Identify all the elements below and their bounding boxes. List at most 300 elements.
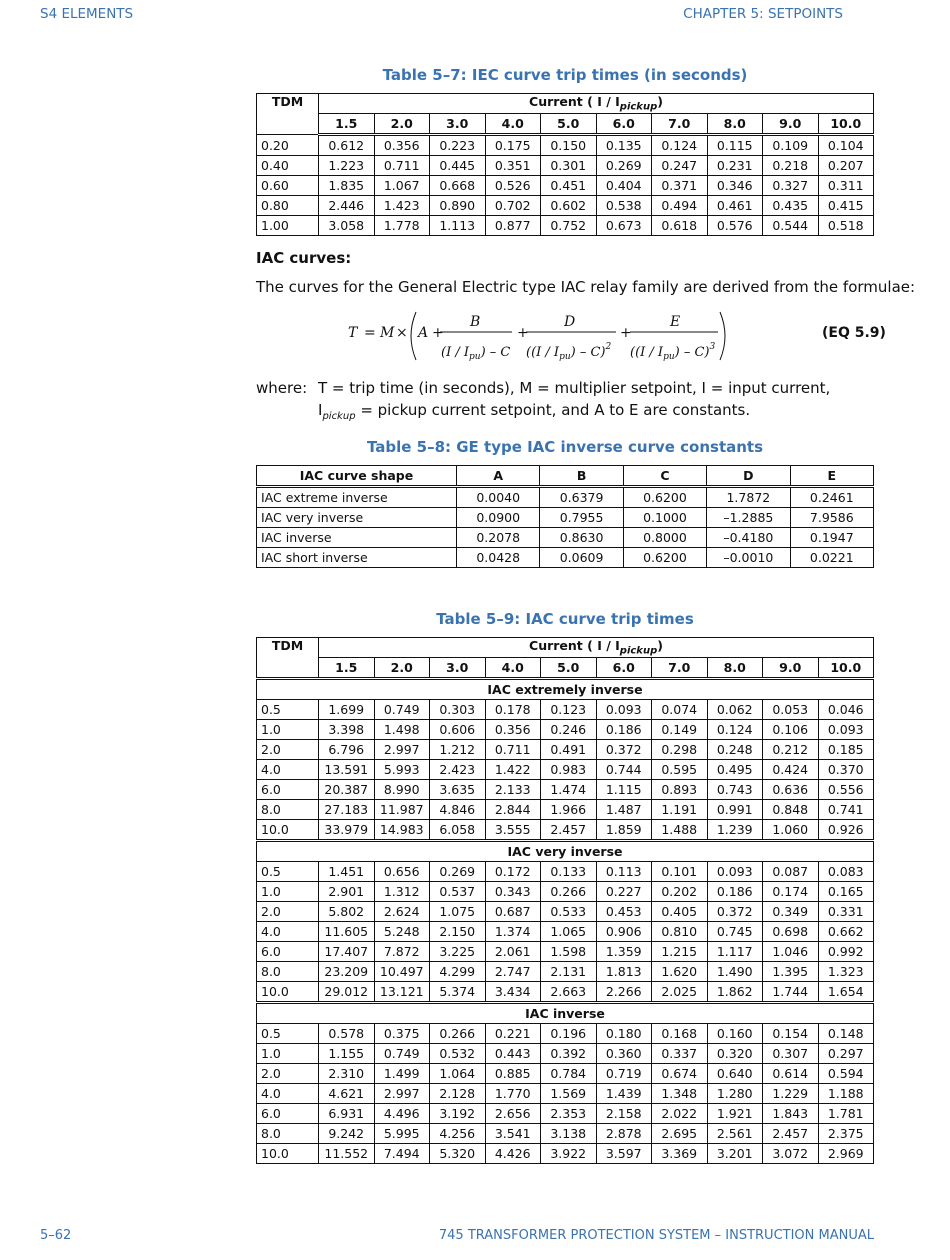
table-cell: 0.269	[430, 862, 486, 882]
table-cell: 3.138	[541, 1124, 597, 1144]
table-cell: 0.343	[485, 882, 541, 902]
table-cell: 6.796	[319, 740, 375, 760]
current-column-header: 6.0	[596, 114, 652, 135]
table-row	[257, 820, 874, 841]
table-row	[257, 548, 874, 568]
table-cell: 0.196	[541, 1024, 597, 1044]
table-cell: 2.446	[319, 196, 375, 216]
table-cell: 3.541	[485, 1124, 541, 1144]
table-cell: 0.687	[485, 902, 541, 922]
table-cell: 1.422	[485, 760, 541, 780]
table-cell: 11.552	[319, 1144, 375, 1164]
table-cell: 0.40	[257, 156, 319, 176]
table-cell: 0.087	[763, 862, 819, 882]
table-cell: 2.878	[596, 1124, 652, 1144]
table-5-8-caption: Table 5–8: GE type IAC inverse curve constants	[366, 438, 764, 456]
table-cell: 3.369	[652, 1144, 708, 1164]
table-cell: 2.375	[818, 1124, 874, 1144]
table-cell: 0.877	[485, 216, 541, 236]
table-cell: 8.990	[374, 780, 430, 800]
column-header: A	[457, 466, 540, 487]
table-cell: 0.0428	[457, 548, 540, 568]
tdm-header: TDM	[257, 638, 319, 679]
table-cell: 2.353	[541, 1104, 597, 1124]
table-cell: 1.115	[596, 780, 652, 800]
column-header: E	[790, 466, 873, 487]
table-cell: 0.533	[541, 902, 597, 922]
table-row	[257, 1144, 874, 1164]
table-cell: 11.987	[374, 800, 430, 820]
table-cell: 0.614	[763, 1064, 819, 1084]
group-row	[257, 1003, 874, 1024]
table-cell: 10.497	[374, 962, 430, 982]
table-cell: 14.983	[374, 820, 430, 841]
table-cell: 0.612	[319, 135, 375, 156]
table-cell: 0.227	[596, 882, 652, 902]
table-cell: 0.538	[596, 196, 652, 216]
table-cell: 0.337	[652, 1044, 708, 1064]
table-cell: 0.656	[374, 862, 430, 882]
table-cell: 0.698	[763, 922, 819, 942]
curve-group-label: IAC very inverse	[257, 841, 874, 862]
table-cell: 4.299	[430, 962, 486, 982]
table-cell: 3.192	[430, 1104, 486, 1124]
table-cell: 0.331	[818, 902, 874, 922]
svg-text:B: B	[470, 314, 481, 330]
table-row	[257, 176, 874, 196]
table-cell: 8.0	[257, 800, 319, 820]
table-cell: 0.60	[257, 176, 319, 196]
table-cell: 2.561	[707, 1124, 763, 1144]
table-cell: 0.160	[707, 1024, 763, 1044]
table-cell: 0.165	[818, 882, 874, 902]
table-cell: 0.461	[707, 196, 763, 216]
table-cell: 3.597	[596, 1144, 652, 1164]
table-5-9-caption: Table 5–9: IAC curve trip times	[436, 610, 694, 628]
table-row	[257, 700, 874, 720]
table-cell: 0.109	[763, 135, 819, 156]
table-cell: 4.846	[430, 800, 486, 820]
table-cell: 0.303	[430, 700, 486, 720]
table-cell: 1.395	[763, 962, 819, 982]
table-cell: 0.743	[707, 780, 763, 800]
table-cell: 0.327	[763, 176, 819, 196]
table-cell: 1.451	[319, 862, 375, 882]
table-cell: 1.065	[541, 922, 597, 942]
table-cell: 0.556	[818, 780, 874, 800]
table-cell: 0.992	[818, 942, 874, 962]
table-cell: 0.749	[374, 1044, 430, 1064]
table-row	[257, 982, 874, 1003]
table-cell: 3.398	[319, 720, 375, 740]
table-cell: 1.490	[707, 962, 763, 982]
table-cell: 0.443	[485, 1044, 541, 1064]
table-cell: 1.117	[707, 942, 763, 962]
table-cell: 0.491	[541, 740, 597, 760]
table-row	[257, 760, 874, 780]
table-cell: 13.121	[374, 982, 430, 1003]
table-cell: 0.494	[652, 196, 708, 216]
table-cell: 10.0	[257, 982, 319, 1003]
table-cell: 0.133	[541, 862, 597, 882]
table-cell: 5.374	[430, 982, 486, 1003]
table-cell: 13.591	[319, 760, 375, 780]
table-row	[257, 720, 874, 740]
svg-text:A: A	[418, 325, 429, 341]
table-cell: 0.053	[763, 700, 819, 720]
table-cell: 0.123	[541, 700, 597, 720]
table-row	[257, 1064, 874, 1084]
table-cell: 0.149	[652, 720, 708, 740]
table-cell: 2.025	[652, 982, 708, 1003]
table-cell: 10.0	[257, 1144, 319, 1164]
table-cell: 0.80	[257, 196, 319, 216]
table-cell: 0.307	[763, 1044, 819, 1064]
table-cell: 2.695	[652, 1124, 708, 1144]
table-cell: 5.320	[430, 1144, 486, 1164]
table-cell: 0.372	[596, 740, 652, 760]
table-cell: 1.155	[319, 1044, 375, 1064]
table-cell: 2.901	[319, 882, 375, 902]
current-column-header: 8.0	[707, 658, 763, 679]
table-cell: 0.5	[257, 700, 319, 720]
table-cell: 1.046	[763, 942, 819, 962]
current-column-header: 4.0	[485, 114, 541, 135]
table-cell: 1.439	[596, 1084, 652, 1104]
table-cell: 0.1947	[790, 528, 873, 548]
table-cell: 0.221	[485, 1024, 541, 1044]
table-cell: 1.0	[257, 720, 319, 740]
table-cell: 0.248	[707, 740, 763, 760]
table-cell: 0.246	[541, 720, 597, 740]
table-cell: 0.320	[707, 1044, 763, 1064]
table-cell: 2.997	[374, 740, 430, 760]
svg-text:((I / Ipu) – C)2: $((I / I_{pu}) - C)^2$	[526, 342, 612, 362]
table-cell: 2.0	[257, 902, 319, 922]
table-cell: 0.223	[430, 135, 486, 156]
current-column-header: 7.0	[652, 114, 708, 135]
table-cell: 4.496	[374, 1104, 430, 1124]
table-cell: 1.843	[763, 1104, 819, 1124]
table-cell: 0.926	[818, 820, 874, 841]
table-cell: 0.673	[596, 216, 652, 236]
table-cell: 0.7955	[540, 508, 623, 528]
table-cell: 0.266	[430, 1024, 486, 1044]
table-row	[257, 508, 874, 528]
table-cell: 8.0	[257, 962, 319, 982]
table-cell: 1.921	[707, 1104, 763, 1124]
group-row	[257, 841, 874, 862]
table-cell: 10.0	[257, 820, 319, 841]
table-row	[257, 487, 874, 508]
table-cell: 0.415	[818, 196, 874, 216]
table-cell: 1.348	[652, 1084, 708, 1104]
table-cell: 7.9586	[790, 508, 873, 528]
table-cell: 1.488	[652, 820, 708, 841]
table-cell: 1.498	[374, 720, 430, 740]
current-header: Current ( I / $I_{pickup}$)	[319, 94, 874, 114]
table-cell: 2.457	[763, 1124, 819, 1144]
tdm-header: TDM	[257, 94, 319, 135]
svg-text:+: +	[517, 325, 529, 341]
table-cell: 1.239	[707, 820, 763, 841]
table-cell: 9.242	[319, 1124, 375, 1144]
table-row	[257, 740, 874, 760]
table-cell: 0.266	[541, 882, 597, 902]
table-cell: 0.093	[707, 862, 763, 882]
equation-label: (EQ 5.9)	[822, 325, 886, 341]
table-row	[257, 135, 874, 156]
table-cell: 1.067	[374, 176, 430, 196]
current-column-header: 4.0	[485, 658, 541, 679]
table-cell: 2.423	[430, 760, 486, 780]
page-number: 5–62	[40, 1228, 72, 1243]
table-cell: IAC short inverse	[257, 548, 457, 568]
table-cell: 2.997	[374, 1084, 430, 1104]
table-row	[257, 902, 874, 922]
table-cell: 6.931	[319, 1104, 375, 1124]
svg-text:+: +	[432, 325, 444, 341]
table-cell: –0.0010	[707, 548, 790, 568]
table-cell: 0.0609	[540, 548, 623, 568]
table-cell: 0.6379	[540, 487, 623, 508]
table-cell: 0.983	[541, 760, 597, 780]
table-cell: 0.885	[485, 1064, 541, 1084]
table-cell: 17.407	[319, 942, 375, 962]
table-cell: 0.0040	[457, 487, 540, 508]
table-cell: 0.784	[541, 1064, 597, 1084]
table-cell: 5.802	[319, 902, 375, 922]
table-cell: 0.636	[763, 780, 819, 800]
table-cell: 1.323	[818, 962, 874, 982]
table-cell: 0.046	[818, 700, 874, 720]
table-cell: 0.175	[485, 135, 541, 156]
table-cell: 2.150	[430, 922, 486, 942]
table-cell: 23.209	[319, 962, 375, 982]
table-cell: 0.207	[818, 156, 874, 176]
table-cell: IAC inverse	[257, 528, 457, 548]
table-cell: 1.781	[818, 1104, 874, 1124]
table-cell: 1.620	[652, 962, 708, 982]
current-column-header: 6.0	[596, 658, 652, 679]
table-cell: 0.124	[652, 135, 708, 156]
table-cell: 1.859	[596, 820, 652, 841]
table-cell: 0.404	[596, 176, 652, 196]
current-column-header: 9.0	[763, 658, 819, 679]
table-cell: 0.0900	[457, 508, 540, 528]
table-cell: 1.191	[652, 800, 708, 820]
table-cell: 0.083	[818, 862, 874, 882]
iec-trip-times-table	[256, 93, 874, 236]
page-header-chapter: CHAPTER 5: SETPOINTS	[683, 6, 843, 22]
table-cell: 0.185	[818, 740, 874, 760]
table-cell: 2.457	[541, 820, 597, 841]
table-cell: IAC very inverse	[257, 508, 457, 528]
table-cell: 0.602	[541, 196, 597, 216]
table-cell: 0.297	[818, 1044, 874, 1064]
table-cell: 7.494	[374, 1144, 430, 1164]
iac-constants-table	[256, 465, 874, 568]
table-cell: 11.605	[319, 922, 375, 942]
table-cell: 2.266	[596, 982, 652, 1003]
table-cell: 0.371	[652, 176, 708, 196]
table-cell: 0.5	[257, 862, 319, 882]
table-cell: 0.810	[652, 922, 708, 942]
svg-text:(I / Ipu) – C: $(I / I_{pu})$ – C	[441, 345, 511, 362]
current-header: Current ( I / $I_{pickup}$)	[319, 638, 874, 658]
table-cell: 0.618	[652, 216, 708, 236]
current-column-header: 2.0	[374, 658, 430, 679]
table-cell: 0.2461	[790, 487, 873, 508]
table-cell: 2.624	[374, 902, 430, 922]
table-cell: 1.212	[430, 740, 486, 760]
table-cell: –1.2885	[707, 508, 790, 528]
table-cell: 0.752	[541, 216, 597, 236]
table-cell: 0.392	[541, 1044, 597, 1064]
table-row	[257, 942, 874, 962]
table-cell: 0.991	[707, 800, 763, 820]
current-column-header: 9.0	[763, 114, 819, 135]
table-cell: 1.862	[707, 982, 763, 1003]
table-cell: 6.0	[257, 942, 319, 962]
table-cell: 4.256	[430, 1124, 486, 1144]
table-cell: 0.662	[818, 922, 874, 942]
table-row	[257, 882, 874, 902]
svg-text:=: =	[364, 325, 376, 341]
table-cell: 0.093	[596, 700, 652, 720]
current-column-header: 5.0	[541, 658, 597, 679]
table-cell: 1.223	[319, 156, 375, 176]
table-cell: 1.744	[763, 982, 819, 1003]
table-row	[257, 862, 874, 882]
table-cell: 0.544	[763, 216, 819, 236]
table-cell: 0.20	[257, 135, 319, 156]
current-column-header: 10.0	[818, 114, 874, 135]
table-cell: IAC extreme inverse	[257, 487, 457, 508]
svg-text:D: D	[564, 314, 576, 330]
table-cell: 0.445	[430, 156, 486, 176]
table-cell: 4.426	[485, 1144, 541, 1164]
table-cell: 1.598	[541, 942, 597, 962]
table-cell: 0.0221	[790, 548, 873, 568]
table-cell: 1.835	[319, 176, 375, 196]
table-cell: 1.569	[541, 1084, 597, 1104]
svg-text:E: E	[670, 314, 681, 330]
table-cell: 0.532	[430, 1044, 486, 1064]
table-cell: 3.555	[485, 820, 541, 841]
iac-curves-title: IAC curves:	[256, 249, 352, 267]
table-cell: 3.058	[319, 216, 375, 236]
table-cell: 0.435	[763, 196, 819, 216]
table-cell: 3.225	[430, 942, 486, 962]
table-cell: 4.0	[257, 1084, 319, 1104]
table-cell: 1.188	[818, 1084, 874, 1104]
table-cell: 0.356	[374, 135, 430, 156]
current-column-header: 1.5	[319, 114, 375, 135]
svg-text:+: +	[620, 325, 632, 341]
table-cell: 0.218	[763, 156, 819, 176]
table-cell: 0.537	[430, 882, 486, 902]
table-cell: 0.346	[707, 176, 763, 196]
table-cell: 5.248	[374, 922, 430, 942]
iac-formula	[340, 304, 740, 368]
table-cell: 0.848	[763, 800, 819, 820]
table-cell: –0.4180	[707, 528, 790, 548]
table-cell: 0.349	[763, 902, 819, 922]
table-cell: 0.202	[652, 882, 708, 902]
table-row	[257, 1024, 874, 1044]
table-cell: 0.186	[707, 882, 763, 902]
table-cell: 4.0	[257, 922, 319, 942]
table-cell: 0.890	[430, 196, 486, 216]
table-cell: 0.104	[818, 135, 874, 156]
svg-text:M: M	[380, 325, 395, 341]
table-row	[257, 800, 874, 820]
table-cell: 27.183	[319, 800, 375, 820]
table-cell: 2.663	[541, 982, 597, 1003]
table-cell: 0.174	[763, 882, 819, 902]
table-cell: 0.356	[485, 720, 541, 740]
current-column-header: 3.0	[430, 114, 486, 135]
table-cell: 0.594	[818, 1064, 874, 1084]
table-cell: 0.719	[596, 1064, 652, 1084]
table-cell: 2.022	[652, 1104, 708, 1124]
table-cell: 2.969	[818, 1144, 874, 1164]
table-cell: 0.231	[707, 156, 763, 176]
table-cell: 0.074	[652, 700, 708, 720]
table-row	[257, 922, 874, 942]
table-cell: 2.656	[485, 1104, 541, 1124]
table-cell: 0.8000	[623, 528, 706, 548]
table-cell: 1.474	[541, 780, 597, 800]
table-cell: 0.453	[596, 902, 652, 922]
table-cell: 0.711	[374, 156, 430, 176]
table-cell: 2.310	[319, 1064, 375, 1084]
table-cell: 0.351	[485, 156, 541, 176]
table-cell: 1.699	[319, 700, 375, 720]
table-cell: 4.621	[319, 1084, 375, 1104]
table-cell: 1.374	[485, 922, 541, 942]
table-cell: 0.106	[763, 720, 819, 740]
table-cell: 2.131	[541, 962, 597, 982]
table-cell: 0.576	[707, 216, 763, 236]
table-cell: 6.0	[257, 780, 319, 800]
table-5-7-caption: Table 5–7: IEC curve trip times (in seconds)	[382, 66, 748, 84]
curve-group-label: IAC inverse	[257, 1003, 874, 1024]
table-cell: 2.061	[485, 942, 541, 962]
table-row	[257, 1084, 874, 1104]
table-cell: 2.747	[485, 962, 541, 982]
table-cell: 1.113	[430, 216, 486, 236]
table-cell: 2.0	[257, 740, 319, 760]
column-header: B	[540, 466, 623, 487]
table-cell: 0.360	[596, 1044, 652, 1064]
table-cell: 0.150	[541, 135, 597, 156]
table-cell: 2.844	[485, 800, 541, 820]
table-cell: 4.0	[257, 760, 319, 780]
current-column-header: 5.0	[541, 114, 597, 135]
table-cell: 0.749	[374, 700, 430, 720]
table-cell: 0.113	[596, 862, 652, 882]
table-cell: 0.6200	[623, 548, 706, 568]
table-cell: 1.00	[257, 216, 319, 236]
table-cell: 5.993	[374, 760, 430, 780]
current-column-header: 8.0	[707, 114, 763, 135]
table-cell: 2.0	[257, 1064, 319, 1084]
table-cell: 0.212	[763, 740, 819, 760]
table-cell: 1.215	[652, 942, 708, 962]
table-cell: 0.372	[707, 902, 763, 922]
